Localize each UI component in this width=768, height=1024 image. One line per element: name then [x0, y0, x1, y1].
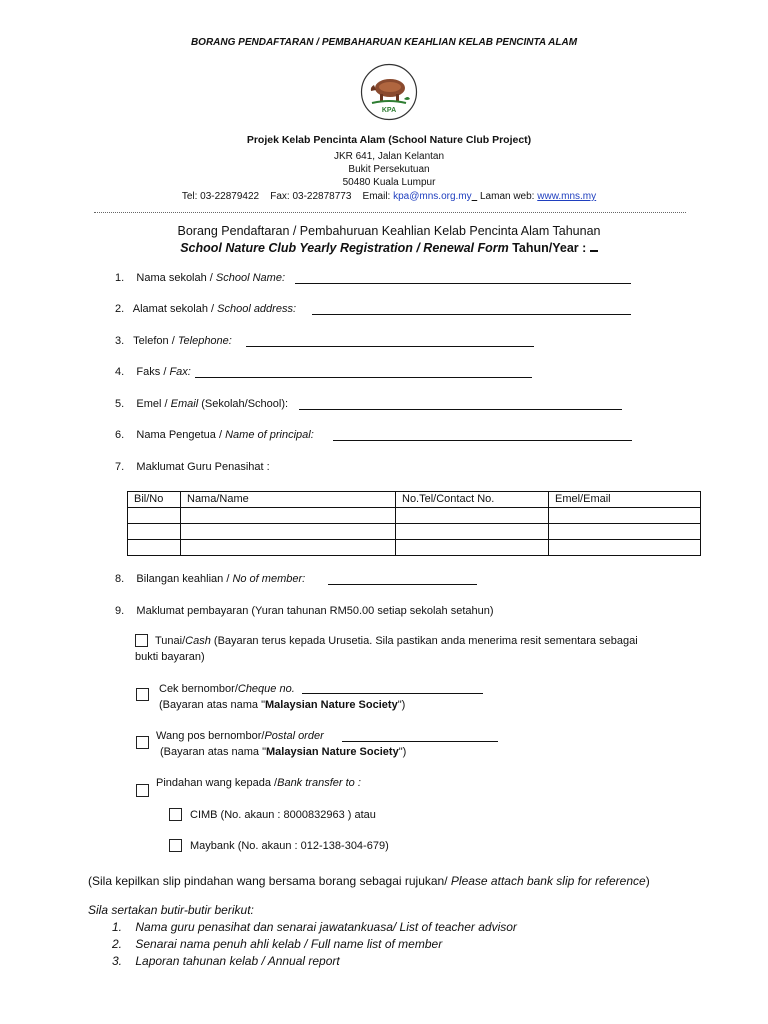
list-number: 1.: [112, 920, 123, 934]
list-item: [112, 919, 517, 936]
form-subtitle: [0, 240, 768, 257]
field-number: 1.: [115, 272, 125, 284]
payee-prefix: (Bayaran atas nama ": [160, 746, 267, 758]
table-cell[interactable]: [128, 524, 181, 540]
table-cell[interactable]: [396, 508, 549, 524]
payee-suffix: "): [398, 746, 407, 758]
cheque-checkbox[interactable]: [136, 688, 149, 701]
principal-line[interactable]: [333, 440, 632, 441]
transfer-label: Pindahan wang kepada /: [156, 777, 278, 789]
field-label: Bilangan keahlian /: [136, 573, 233, 585]
field-member-count: [115, 572, 305, 586]
fax-text: Fax: 03-22878773: [270, 191, 352, 202]
cheque-label-english: Cheque no.: [237, 683, 295, 695]
payee-name: Malaysian Nature Society: [265, 699, 398, 711]
cash-option-label: [155, 633, 638, 649]
field-number: 4.: [115, 366, 125, 378]
payee-prefix: (Bayaran atas nama ": [159, 699, 266, 711]
table-cell[interactable]: [181, 524, 396, 540]
field-number: 5.: [115, 398, 125, 410]
form-title: Borang Pendaftaran / Pembahuruan Keahlian Kelab Pencinta Alam Tahunan: [177, 224, 601, 238]
field-label: Nama sekolah /: [136, 272, 216, 284]
year-field[interactable]: [590, 240, 598, 252]
divider: [94, 212, 686, 213]
field-payment: [115, 604, 494, 618]
field-label: Telefon /: [133, 335, 178, 347]
bank-transfer-checkbox[interactable]: [136, 784, 149, 797]
note-english: Please attach bank slip for reference: [450, 874, 646, 888]
note-end: ): [645, 874, 650, 888]
payee-note: [159, 697, 405, 713]
email-label: Email:: [362, 191, 391, 202]
table-cell[interactable]: [181, 508, 396, 524]
transfer-label-english: Bank transfer to :: [277, 777, 361, 789]
list-number: 3.: [112, 954, 123, 968]
postal-label: Wang pos bernombor/: [156, 730, 265, 742]
field-number: 2.: [115, 303, 125, 315]
member-count-line[interactable]: [328, 584, 477, 585]
maybank-checkbox[interactable]: [169, 839, 182, 852]
field-telephone: [115, 334, 232, 348]
list-item: [112, 936, 442, 953]
year-label: Tahun/Year :: [512, 241, 587, 255]
email-line[interactable]: [299, 409, 622, 410]
maybank-option: Maybank (No. akaun : 012-138-304-679): [190, 840, 389, 852]
field-label-english: School address:: [217, 303, 297, 315]
column-header: Bil/No: [128, 492, 181, 508]
field-advisor-heading: [115, 460, 270, 474]
field-label-extra: (Sekolah/School):: [198, 398, 289, 410]
table-row: [128, 524, 701, 540]
web-label: Laman web:: [479, 191, 535, 202]
cash-label-english: Cash: [185, 635, 211, 647]
table-cell[interactable]: [549, 524, 701, 540]
bank-transfer-label: [156, 775, 361, 791]
website-link[interactable]: www.mns.my: [537, 191, 597, 202]
form-top-title: BORANG PENDAFTARAN / PEMBAHARUAN KEAHLIAN KELAB PENCINTA ALAM: [190, 37, 578, 48]
cheque-option-label: [159, 681, 295, 697]
form-subtitle-english: School Nature Club Yearly Registration / Renewal Form: [180, 241, 509, 255]
attachments-title: Sila sertakan butir-butir berikut:: [88, 903, 254, 917]
address-line: JKR 641, Jalan Kelantan: [333, 151, 445, 162]
field-number: 7.: [115, 461, 125, 473]
table-cell[interactable]: [396, 540, 549, 556]
column-header: No.Tel/Contact No.: [396, 492, 549, 508]
cimb-checkbox[interactable]: [169, 808, 182, 821]
field-email: [115, 397, 288, 411]
advisor-table: [127, 491, 701, 556]
postal-order-checkbox[interactable]: [136, 736, 149, 749]
telephone-text: Tel: 03-22879422: [181, 191, 260, 202]
field-number: 8.: [115, 573, 125, 585]
payee-name: Malaysian Nature Society: [266, 746, 399, 758]
table-row: [128, 508, 701, 524]
postal-order-label: [156, 728, 324, 744]
field-principal: [115, 428, 314, 442]
cimb-option: CIMB (No. akaun : 8000832963 ) atau: [190, 809, 376, 821]
payment-title: Maklumat pembayaran (Yuran tahunan RM50.00 setiap sekolah setahun): [136, 605, 494, 617]
list-item: [112, 953, 340, 970]
address-line: Bukit Persekutuan: [348, 164, 430, 175]
school-name-line[interactable]: [295, 283, 631, 284]
cash-description-line2: bukti bayaran): [135, 651, 205, 663]
kpa-logo: [360, 63, 418, 121]
list-number: 2.: [112, 937, 123, 951]
table-cell[interactable]: [128, 540, 181, 556]
bank-slip-note: [88, 873, 650, 889]
address-line: 50480 Kuala Lumpur: [342, 177, 436, 188]
field-label-english: Name of principal:: [225, 429, 314, 441]
field-label-english: Fax:: [169, 366, 191, 378]
field-number: 3.: [115, 335, 125, 347]
field-school-address: [115, 302, 296, 316]
field-label: Nama Pengetua /: [136, 429, 226, 441]
fax-line[interactable]: [195, 377, 532, 378]
cash-checkbox[interactable]: [135, 634, 148, 647]
table-header-row: [128, 492, 701, 508]
payee-suffix: "): [397, 699, 406, 711]
field-number: 9.: [115, 605, 125, 617]
table-cell[interactable]: [396, 524, 549, 540]
field-label-english: Email: [170, 398, 199, 410]
field-label: Maklumat Guru Penasihat :: [136, 461, 270, 473]
organisation-name: Projek Kelab Pencinta Alam (School Nature Club Project): [246, 134, 532, 146]
field-school-name: [115, 271, 285, 285]
telephone-line[interactable]: [246, 346, 534, 347]
field-label: Faks /: [136, 366, 170, 378]
field-label-english: Telephone:: [177, 335, 232, 347]
email-link[interactable]: kpa@mns.org.my: [393, 191, 472, 202]
field-label: Alamat sekolah /: [132, 303, 218, 315]
table-cell[interactable]: [181, 540, 396, 556]
table-row: [128, 540, 701, 556]
svg-text:KPA: KPA: [381, 107, 397, 114]
column-header: Nama/Name: [181, 492, 396, 508]
cash-description: (Bayaran terus kepada Urusetia. Sila pastikan anda menerima resit sementara sebagai: [210, 635, 638, 647]
field-number: 6.: [115, 429, 125, 441]
cheque-label: Cek bernombor/: [159, 683, 238, 695]
list-text: Senarai nama penuh ahli kelab / Full name list of member: [135, 937, 443, 951]
field-fax: [115, 365, 191, 379]
contact-line: [0, 190, 768, 203]
payee-note: [160, 744, 406, 760]
column-header: Emel/Email: [549, 492, 701, 508]
list-text: Nama guru penasihat dan senarai jawatankuasa/ List of teacher advisor: [135, 920, 517, 934]
list-text: Laporan tahunan kelab / Annual report: [135, 954, 340, 968]
note-malay: (Sila kepilkan slip pindahan wang bersama borang sebagai rujukan/: [88, 874, 451, 888]
field-label-english: School Name:: [215, 272, 285, 284]
postal-order-line[interactable]: [342, 741, 498, 742]
cash-label: Tunai/: [155, 635, 186, 647]
cheque-number-line[interactable]: [302, 693, 483, 694]
table-cell[interactable]: [549, 540, 701, 556]
postal-label-english: Postal order: [264, 730, 324, 742]
table-cell[interactable]: [549, 508, 701, 524]
field-label: Emel /: [136, 398, 171, 410]
table-cell[interactable]: [128, 508, 181, 524]
school-address-line[interactable]: [312, 314, 631, 315]
field-label-english: No of member:: [232, 573, 306, 585]
